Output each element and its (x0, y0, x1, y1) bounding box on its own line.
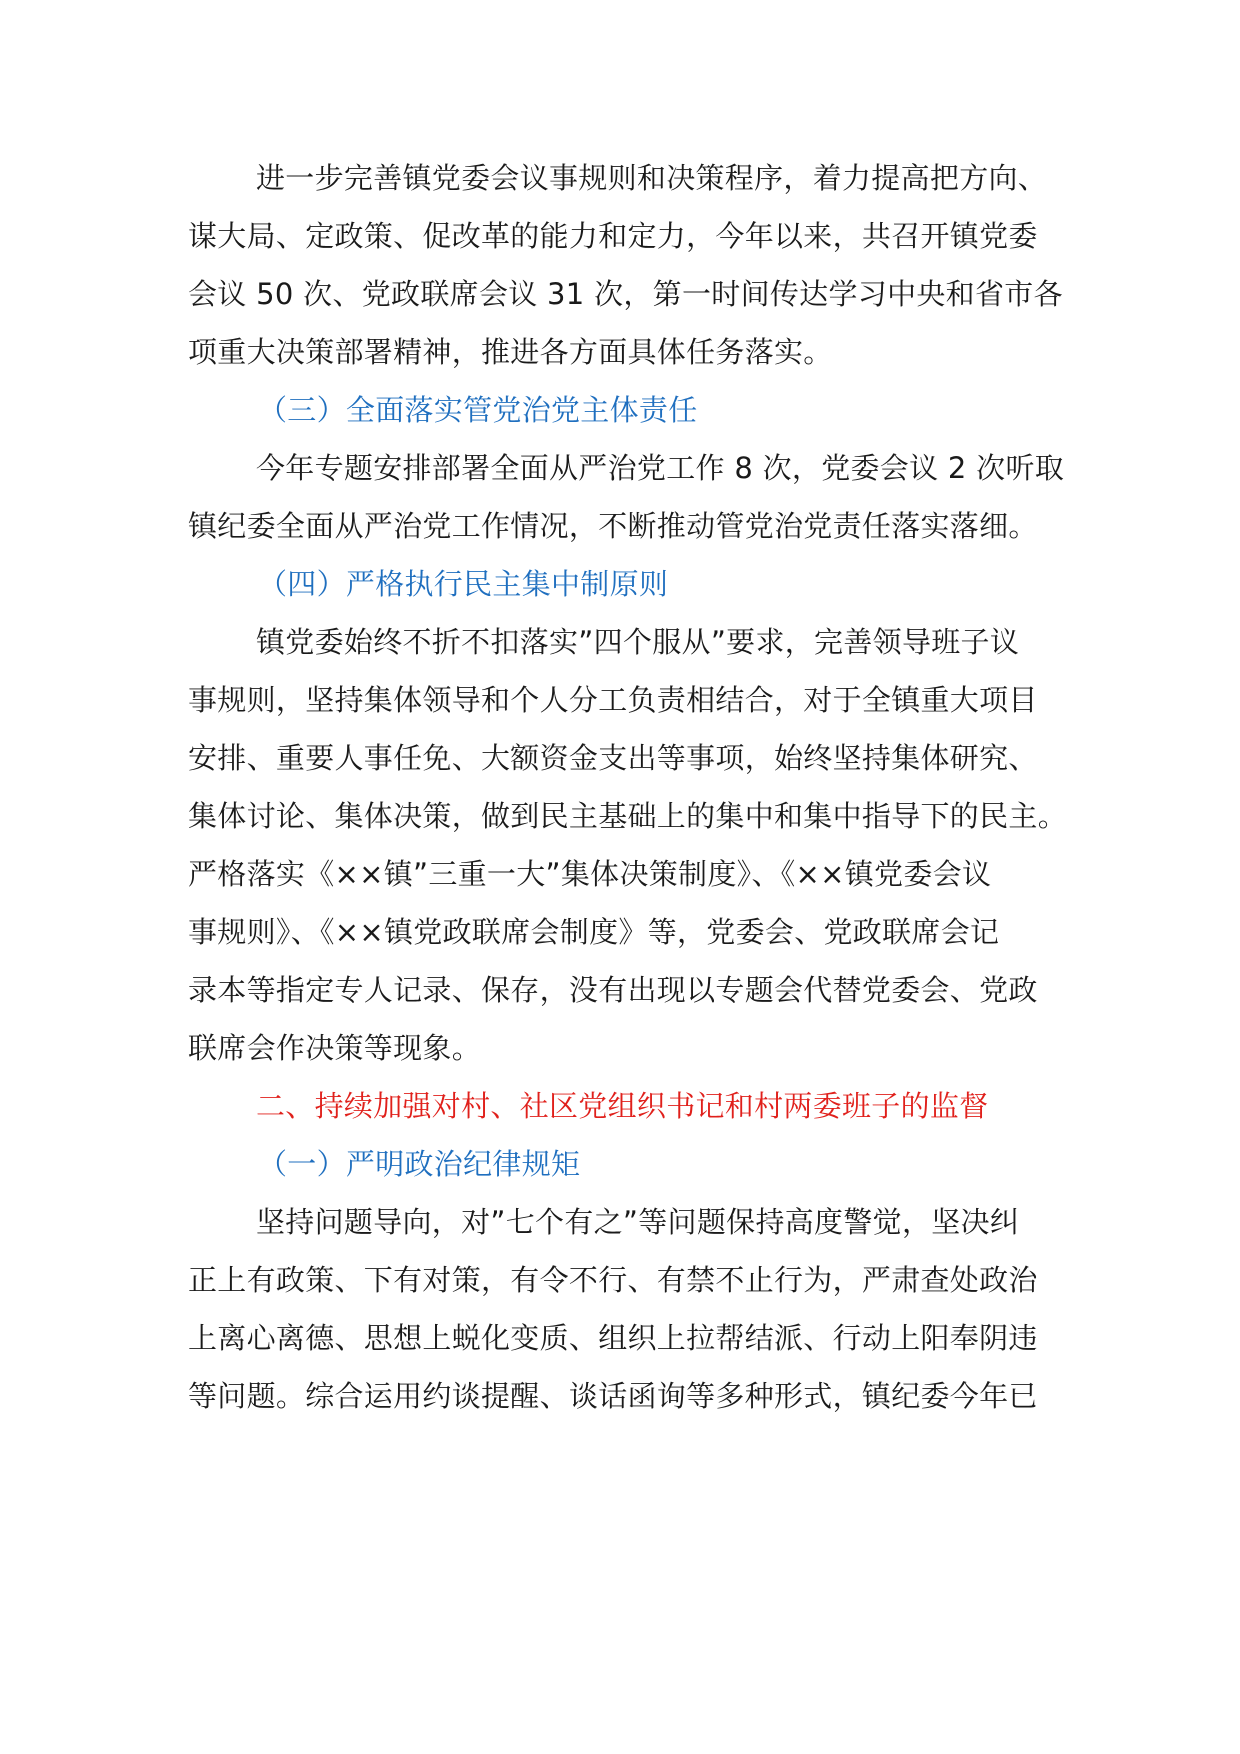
paragraph-3-line-2: 事规则，坚持集体领导和个人分工负责相结合，对于全镇重大项目 (188, 683, 1038, 717)
subheading-four: （四）严格执行民主集中制原则 (258, 567, 669, 601)
subheading-three: （三）全面落实管党治党主体责任 (258, 393, 698, 427)
paragraph-4-line-3: 上离心离德、思想上蜕化变质、组织上拉帮结派、行动上阳奉阴违 (188, 1321, 1038, 1355)
paragraph-3-line-7: 录本等指定专人记录、保存，没有出现以专题会代替党委会、党政 (188, 973, 1038, 1007)
section-two-heading: 二、持续加强对村、社区党组织书记和村两委班子的监督 (256, 1089, 989, 1123)
paragraph-3-line-5: 严格落实《××镇”三重一大”集体决策制度》、《××镇党委会议 (188, 857, 992, 891)
paragraph-4-line-2: 正上有政策、下有对策，有令不行、有禁不止行为，严肃查处政治 (188, 1263, 1038, 1297)
paragraph-2-line-1: 今年专题安排部署全面从严治党工作 8 次，党委会议 2 次听取 (256, 451, 1065, 485)
paragraph-3-line-8: 联席会作决策等现象。 (188, 1031, 482, 1065)
paragraph-4-line-4: 等问题。综合运用约谈提醒、谈话函询等多种形式，镇纪委今年已 (188, 1379, 1038, 1413)
paragraph-3-line-6: 事规则》、《××镇党政联席会制度》等，党委会、党政联席会记 (188, 915, 1000, 949)
paragraph-3-line-1: 镇党委始终不折不扣落实”四个服从”要求，完善领导班子议 (256, 625, 1020, 659)
paragraph-4-line-1: 坚持问题导向，对”七个有之”等问题保持高度警觉，坚决纠 (256, 1205, 1020, 1239)
paragraph-1-line-2: 谋大局、定政策、促改革的能力和定力，今年以来，共召开镇党委 (188, 219, 1038, 253)
paragraph-3-line-3: 安排、重要人事任免、大额资金支出等事项，始终坚持集体研究、 (188, 741, 1038, 775)
subheading-one: （一）严明政治纪律规矩 (258, 1147, 581, 1181)
paragraph-1-line-4: 项重大决策部署精神，推进各方面具体任务落实。 (188, 335, 833, 369)
paragraph-1-line-1: 进一步完善镇党委会议事规则和决策程序，着力提高把方向、 (256, 161, 1048, 195)
paragraph-2-line-2: 镇纪委全面从严治党工作情况，不断推动管党治党责任落实落细。 (188, 509, 1038, 543)
paragraph-1-line-3: 会议 50 次、党政联席会议 31 次，第一时间传达学习中央和省市各 (188, 277, 1063, 311)
paragraph-3-line-4: 集体讨论、集体决策，做到民主基础上的集中和集中指导下的民主。 (188, 799, 1068, 833)
